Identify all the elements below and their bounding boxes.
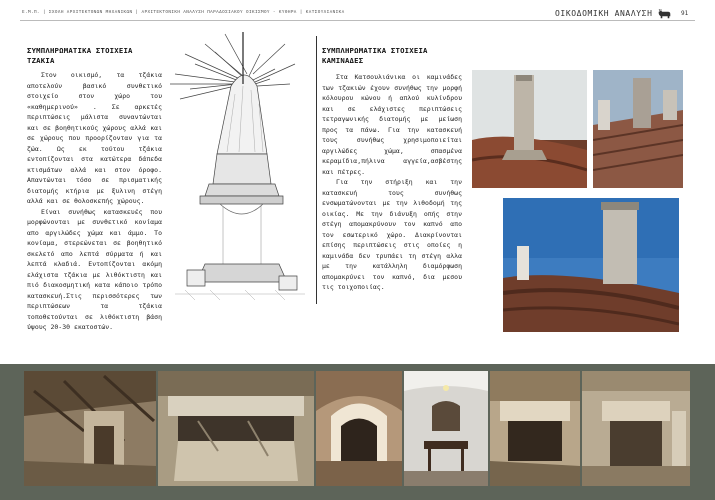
fireplaces-text — [27, 70, 162, 333]
header-rule — [20, 20, 695, 21]
column-divider — [316, 36, 317, 304]
fireplaces-paragraph-1: Στον οικισμό, τα τζάκια αποτελούν βασικό συνθετικό στοιχείο στον χώρο του «καθημερινού» . Σε αρκετές περιπτώσεις μάλιστα συναντώνται και σε βοηθητικούς χώρους αλλά και σε χώρους που προορίζονταν για τα ζώα. Ως εκ τούτου τζάκια εντοπίζονται στα κατώτερα δάπεδα κτισμάτων αλλά και στον όροφο. Απαντώνται τόσο σε πρισματικής διατομής κτήρια με ξυλινη στέγη αλλά και σε θολοσκεπής χώρους. — [27, 71, 162, 205]
header-breadcrumb: Ε.Μ.Π. | ΣΧΟΛΗ ΑΡΧΙΤΕΚΤΟΝΩΝ ΜΗΧΑΝΙΚΩΝ | ΑΡΧΙΤΕΚΤΟΝΙΚΗ ΑΝΑΛΥΣΗ ΠΑΡΑΔΟΣΙΑΚΟΥ ΟΙΚΙΣΜΟΥ - ΚΥΘΗΡΑ | ΚΑΤΣΟΥΛΙΑΝΙΚΑ — [22, 10, 345, 15]
chimney-photo-1 — [472, 70, 587, 188]
chimneys-paragraph-2: Για την στήριξη και την κατασκευή τους συνήθως ενσωματώνονται με την λιθοδομή της οικίας. Με την διάνυξη οπής στην στέγη απομακρύνουν τον καπνό απο τον εσωτερικό χώρο. Διακρίνονται επίσης περιπτώσεις στις οποίες η καμινάδα δεν τρυπάει τη στέγη αλλα με την κατάλληλη διαμόρφωση απομακρύνει τον καπνό, δια μεσου τις τοιχοποιίας. — [322, 178, 462, 291]
fireplaces-heading-line2: ΤΖΑΚΙΑ — [27, 56, 55, 65]
chimneys-heading-line1: ΣΥΜΠΛΗΡΩΜΑΤΙΚΑ ΣΤΟΙΧΕΙΑ — [322, 46, 428, 55]
fireplaces-heading-line1: ΣΥΜΠΛΗΡΩΜΑΤΙΚΑ ΣΤΟΙΧΕΙΑ — [27, 46, 133, 55]
interior-photo-6 — [582, 371, 690, 486]
fireplaces-paragraph-2: Είναι συνήθως κατασκευές που μορφώνονται με συνθετικό κονίαμα απο αργιλώδες χώμα και άμμο. Το κονίαμα, στερεώνεται σε βοηθητικό σκελετό απο λεπτά σύρματα ή και λεπτά κλαδιά. Εντοπίζονται ακόμη ελάχιστα τζάκια με λιθόκτιστη και πιό διακοσμητική κατα κάποιο τρόπο κατασκευή.Στις περισσότερες των περιπτώσεων τα τζάκια τοποθετούνται σε λιθόκτιστη βάση ύψους 20-30 εκατοστών. — [27, 207, 162, 331]
interior-photo-4 — [404, 371, 488, 486]
header-section-title: ΟΙΚΟΔΟΜΙΚΗ ΑΝΑΛΥΣΗ — [555, 9, 653, 18]
goat-icon — [657, 9, 672, 19]
chimney-photo-3 — [503, 198, 679, 332]
chimneys-heading — [322, 46, 472, 66]
chimneys-text — [322, 72, 462, 293]
chimneys-paragraph-1: Στα Κατσουλιάνικα οι καμινάδες των τζακιών έχουν συνήθως την μορφή κόλουρου κώνου ή απλού κυλίνδρου και σε ελάχιστες περιπτώσεις τετραγωνικής διατομής με μείωση προς τα πάνω. Για την κατασκευή τους συνήθως χρησιμοποιείται αργιλώδες χώμα, σπασμένα κεραμίδια,πήλινα αγγεία,ασβέστης και πέτρες. — [322, 73, 462, 176]
fireplaces-heading — [27, 46, 167, 66]
interior-photo-3 — [316, 371, 402, 486]
chimney-photo-2 — [593, 70, 683, 188]
page-header — [0, 0, 715, 26]
interior-photo-5 — [490, 371, 580, 486]
interior-photo-1 — [24, 371, 156, 486]
interior-photo-2 — [158, 371, 314, 486]
chimneys-heading-line2: ΚΑΜΙΝΑΔΕΣ — [322, 56, 364, 65]
page-number: 91 — [681, 10, 689, 17]
fireplace-sketch — [165, 24, 315, 304]
